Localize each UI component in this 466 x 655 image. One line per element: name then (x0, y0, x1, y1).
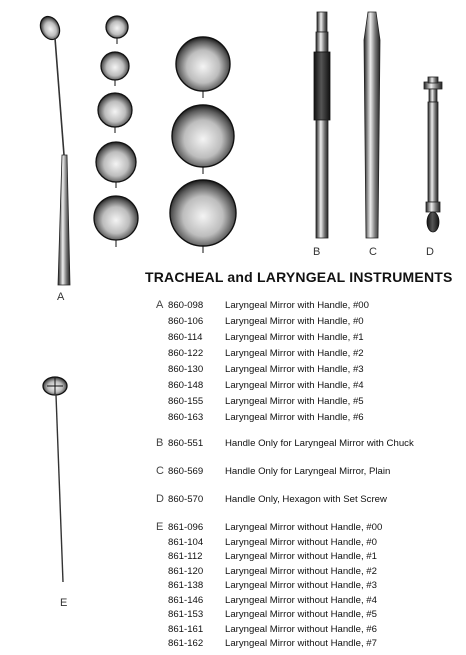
figure-label-e: E (60, 597, 68, 609)
item-description: Handle Only, Hexagon with Set Screw (225, 494, 387, 505)
figure-label-b: B (313, 246, 321, 258)
item-code: 861-146 (168, 594, 204, 606)
item-description: Laryngeal Mirror without Handle, #4 (225, 594, 377, 606)
group-letter-b: B (156, 437, 164, 449)
item-code: 861-112 (168, 551, 203, 562)
item-code: 861-096 (168, 522, 204, 533)
item-description: Laryngeal Mirror with Handle, #6 (225, 412, 364, 423)
item-description: Laryngeal Mirror with Handle, #2 (225, 348, 364, 359)
item-code: 861-153 (168, 609, 204, 620)
mirror-heads-large (170, 37, 236, 253)
item-description: Laryngeal Mirror with Handle, #4 (225, 380, 364, 391)
item-code: 860-122 (168, 348, 204, 359)
item-description: Laryngeal Mirror with Handle, #0 (225, 316, 364, 327)
handle-with-chuck-b (314, 12, 330, 238)
figure-label-a: A (57, 291, 65, 303)
item-description: Laryngeal Mirror with Handle, #5 (225, 396, 364, 407)
group-letter-d: D (156, 493, 164, 505)
mirror-without-handle-e (43, 377, 67, 582)
handle-plain-c (364, 12, 380, 238)
item-description: Handle Only for Laryngeal Mirror, Plain (225, 466, 391, 477)
page-title: TRACHEAL and LARYNGEAL INSTRUMENTS (145, 269, 453, 285)
item-description: Laryngeal Mirror with Handle, #00 (225, 300, 369, 311)
mirror-with-handle-a (37, 13, 70, 285)
item-description: Laryngeal Mirror with Handle, #1 (225, 332, 364, 343)
item-code: 861-162 (168, 638, 204, 649)
item-code: 860-098 (168, 300, 204, 311)
item-code: 860-155 (168, 396, 204, 407)
item-code: 861-120 (168, 565, 204, 577)
mirror-heads-small (94, 16, 138, 247)
item-code: 860-551 (168, 438, 204, 449)
handle-hexagon-d (424, 77, 442, 232)
item-code: 861-104 (168, 536, 204, 548)
figure-label-d: D (426, 246, 435, 258)
group-letter-a: A (156, 299, 164, 311)
item-code: 860-570 (168, 494, 204, 505)
group-letter-e: E (156, 521, 164, 533)
item-description: Laryngeal Mirror without Handle, #0 (225, 536, 377, 548)
item-code: 860-163 (168, 412, 204, 423)
item-description: Laryngeal Mirror without Handle, #6 (225, 623, 377, 635)
item-description: Laryngeal Mirror without Handle, #5 (225, 609, 377, 620)
item-code: 861-138 (168, 580, 204, 591)
item-description: Laryngeal Mirror without Handle, #00 (225, 522, 383, 533)
item-description: Laryngeal Mirror with Handle, #3 (225, 364, 364, 375)
item-description: Laryngeal Mirror without Handle, #3 (225, 580, 377, 591)
item-code: 860-148 (168, 380, 204, 391)
item-code: 861-161 (168, 623, 204, 635)
group-letter-c: C (156, 465, 164, 477)
item-description: Handle Only for Laryngeal Mirror with Chuck (225, 438, 414, 449)
item-description: Laryngeal Mirror without Handle, #2 (225, 565, 377, 577)
item-code: 860-130 (168, 364, 204, 375)
item-description: Laryngeal Mirror without Handle, #7 (225, 638, 377, 649)
figure-label-c: C (369, 246, 378, 258)
item-description: Laryngeal Mirror without Handle, #1 (225, 551, 377, 562)
item-code: 860-106 (168, 316, 204, 327)
item-code: 860-569 (168, 466, 204, 477)
item-code: 860-114 (168, 332, 203, 343)
